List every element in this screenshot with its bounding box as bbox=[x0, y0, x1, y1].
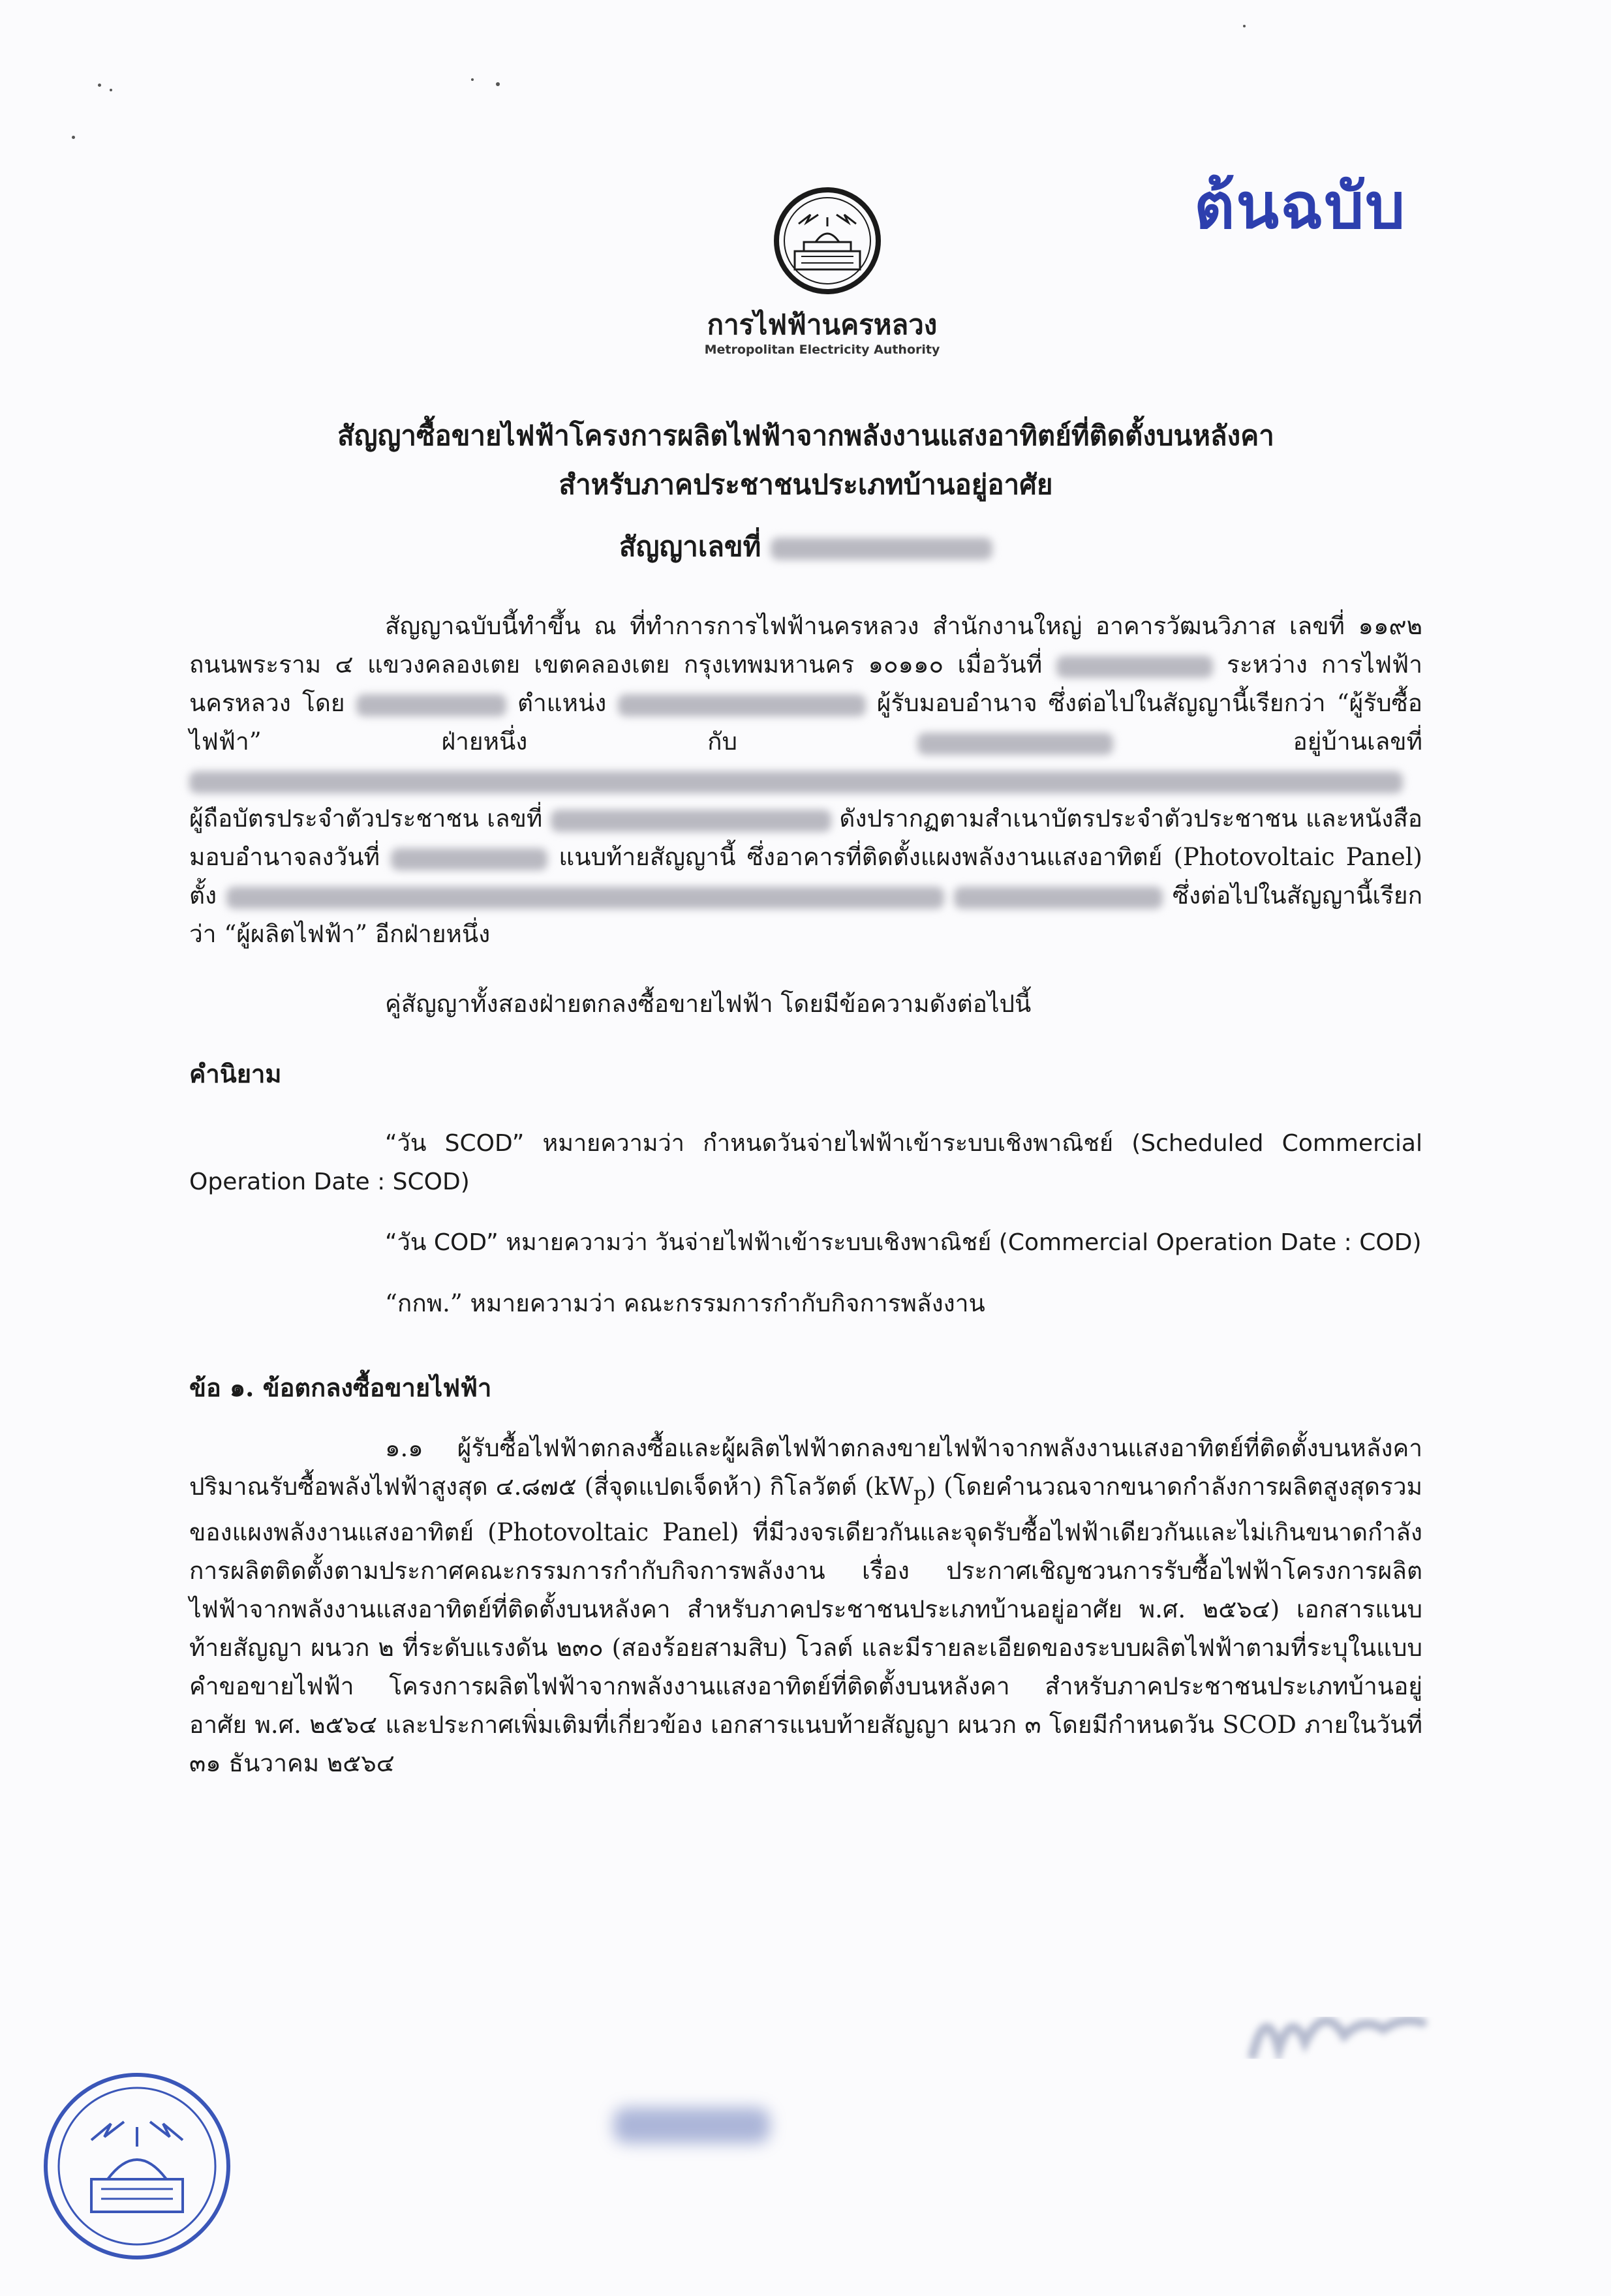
org-name-thai: การไฟฟ้านครหลวง bbox=[707, 309, 938, 341]
scan-speck bbox=[496, 82, 500, 86]
definition-item: “วัน SCOD” หมายความว่า กำหนดวันจ่ายไฟฟ้าเข้าระบบเชิงพาณิชย์ (Scheduled Commercial Operation Date : SCOD) bbox=[189, 1130, 1422, 1195]
redacted-position bbox=[618, 694, 866, 716]
scan-speck bbox=[1243, 25, 1246, 27]
redacted-contract-number bbox=[771, 538, 992, 560]
clause1-text: ๑.๑ ผู้รับซื้อไฟฟ้าตกลงซื้อและผู้ผลิตไฟฟ้าตกลงขายไฟฟ้าจากพลังงานแสงอาทิตย์ที่ติดตั้งบนหลังคา ปริมาณรับซื้อพลังไฟฟ้าสูงสุด ๔.๘๗๕ (สี่จุดแปดเจ็ดห้า) กิโลวัตต์ (kW bbox=[189, 1434, 1422, 1501]
clause1-heading: ข้อ ๑. ข้อตกลงซื้อขายไฟฟ้า bbox=[189, 1373, 492, 1402]
scan-speck bbox=[110, 89, 112, 91]
intro-text: แนบท้ายสัญญานี้ ซึ่งอาคารที่ติดตั้งแผงพลังงานแสงอาทิตย์ (Photovoltaic Panel) ตั้ง bbox=[189, 843, 1422, 910]
redacted-address bbox=[226, 887, 944, 909]
intro-text: สัญญาฉบับนี้ทำขึ้น ณ ที่ทำการการไฟฟ้านครหลวง สำนักงานใหญ่ อาคารวัฒนวิภาส เลขที่ ๑๑๙๒ ถนนพระราม ๔ แขวงคลองเตย เขตคลองเตย กรุงเทพมหานคร ๑๐๑๑๐ เมื่อวันที่ bbox=[189, 612, 1422, 679]
intro-text: ผู้รับมอบอำนาจ ซึ่งต่อไปในสัญญานี้เรียกว่า “ผู้รับซื้อไฟฟ้า” ฝ่ายหนึ่ง กับ bbox=[189, 689, 1423, 756]
contract-number-label: สัญญาเลขที่ bbox=[619, 530, 761, 562]
intro-paragraph bbox=[189, 607, 1422, 953]
blurred-initials bbox=[613, 2107, 770, 2143]
redacted-address bbox=[189, 771, 1403, 793]
blurred-signature-icon bbox=[1240, 1977, 1435, 2075]
redacted-date bbox=[1056, 656, 1213, 678]
redacted-id-number bbox=[551, 810, 831, 832]
intro-text: ตำแหน่ง bbox=[517, 689, 607, 717]
definition-item: “กกพ.” หมายความว่า คณะกรรมการกำกับกิจการพลังงาน bbox=[385, 1289, 985, 1317]
redacted-name bbox=[356, 694, 506, 716]
intro-text: อยู่บ้านเลขที่ bbox=[1293, 727, 1422, 756]
scan-speck bbox=[471, 78, 474, 81]
agreement-paragraph: คู่สัญญาทั้งสองฝ่ายตกลงซื้อขายไฟฟ้า โดยมีข้อความดังต่อไปนี้ bbox=[385, 990, 1032, 1018]
contract-body bbox=[189, 607, 1422, 1783]
redacted-date bbox=[391, 848, 547, 870]
redacted-name bbox=[917, 733, 1113, 755]
intro-text: ผู้ถือบัตรประจำตัวประชาชน เลขที่ bbox=[189, 804, 543, 833]
definition-item: “วัน COD” หมายความว่า วันจ่ายไฟฟ้าเข้าระบบเชิงพาณิชย์ (Commercial Operation Date : COD) bbox=[385, 1229, 1422, 1256]
contract-title-line1: สัญญาซื้อขายไฟฟ้าโครงการผลิตไฟฟ้าจากพลังงานแสงอาทิตย์ที่ติดตั้งบนหลังคา bbox=[337, 420, 1274, 452]
kw-subscript: p bbox=[913, 1482, 927, 1506]
mea-logo-icon bbox=[773, 186, 882, 297]
definitions-heading: คำนิยาม bbox=[189, 1059, 282, 1088]
intro-text: ซึ่งต่อไปในสัญญานี้เรียกว่า “ผู้ผลิตไฟฟ้า” อีกฝ่ายหนึ่ง bbox=[189, 881, 1423, 948]
scan-speck bbox=[72, 136, 75, 139]
contract-title-line2: สำหรับภาคประชาชนประเภทบ้านอยู่อาศัย bbox=[559, 468, 1053, 500]
clause1-paragraph bbox=[189, 1429, 1422, 1783]
scan-speck bbox=[98, 84, 101, 87]
intro-text: ดังปรากฏตามสำเนาบัตรประจำตัวประชาชน และหนังสือมอบอำนาจลงวันที่ bbox=[189, 804, 1422, 871]
redacted-address bbox=[954, 887, 1163, 909]
org-name-english: Metropolitan Electricity Authority bbox=[704, 343, 940, 357]
contract-number-row bbox=[196, 525, 1416, 568]
intro-text: ระหว่าง การไฟฟ้านครหลวง โดย bbox=[189, 651, 1422, 717]
clause1-text: ) (โดยคำนวณจากขนาดกำลังการผลิตสูงสุดรวมของแผงพลังงานแสงอาทิตย์ (Photovoltaic Panel) ที่มีวงจรเดียวกันและจุดรับซื้อไฟฟ้าเดียวกันและไม่เกินขนาดกำลังการผลิตติดตั้งตามประกาศคณะกรรมการกำกับกิจการพลังงาน เรื่อง ประกาศเชิญชวนการรับซื้อไฟฟ้าโครงการผลิตไฟฟ้าจากพลังงานแสงอาทิตย์ที่ติดตั้งบนหลังคา สำหรับภาคประชาชนประเภทบ้านอยู่อาศัย พ.ศ. ๒๕๖๔) เอกสารแนบท้ายสัญญา ผนวก ๒ ที่ระดับแรงดัน ๒๓๐ (สองร้อยสามสิบ) โวลต์ และมีรายละเอียดของระบบผลิตไฟฟ้าตามที่ระบุในแบบคำขอขายไฟฟ้า โครงการผลิตไฟฟ้าจากพลังงานแสงอาทิตย์ที่ติดตั้งบนหลังคา สำหรับภาคประชาชนประเภทบ้านอยู่อาศัย พ.ศ. ๒๕๖๔ และประกาศเพิ่มเติมที่เกี่ยวข้อง เอกสารแนบท้ายสัญญา ผนวก ๓ โดยมีกำหนดวัน SCOD ภายในวันที่ ๓๑ ธันวาคม ๒๕๖๔ bbox=[189, 1473, 1422, 1778]
mea-seal-icon bbox=[39, 2068, 235, 2264]
original-copy-stamp: ต้นฉบับ bbox=[1194, 170, 1407, 243]
